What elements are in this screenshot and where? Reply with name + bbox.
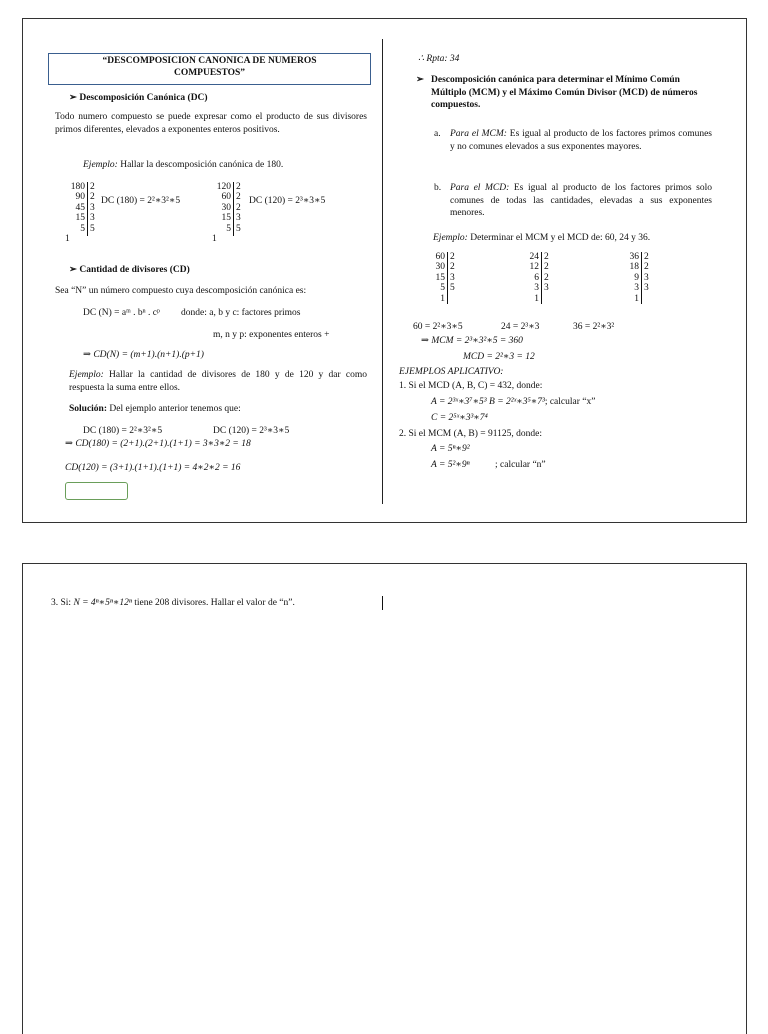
question-3-formula: N = 4ⁿ∗5ⁿ∗12ⁿ: [73, 598, 132, 608]
ladder-value: 12: [529, 262, 539, 273]
solution-text: Del ejemplo anterior tenemos que:: [107, 404, 241, 414]
ladder-60-divisors: [450, 252, 455, 294]
ladder-value: 15: [75, 213, 85, 224]
dc-n-where: donde: a, b y c: factores primos: [181, 308, 301, 318]
ladder-value: 60: [435, 252, 445, 262]
ladder-value: 3: [634, 283, 639, 294]
ladder-divisor: 3: [236, 213, 241, 224]
question-3-prefix: 3. Si:: [51, 598, 74, 608]
ladder-value: 5: [80, 223, 85, 234]
ladder-120-dividends: [209, 182, 231, 244]
ladder-divisor: 3: [644, 272, 649, 283]
cd-180-result: ⇒ CD(180) = (2+1).(2+1).(1+1) = 3∗3∗2 = 18: [65, 439, 251, 449]
cd-120-result: CD(120) = (3+1).(1+1).(1+1) = 4∗2∗2 = 16: [65, 463, 241, 473]
example-text: Hallar la cantidad de divisores de 180 y de 120 y dar como respuesta la suma entre ellos.: [69, 370, 367, 393]
example-text: Determinar el MCM y el MCD de: 60, 24 y 36.: [467, 233, 651, 243]
ladder-divisor: 2: [450, 262, 455, 273]
ladder-value: 15: [221, 213, 231, 224]
example-1: 1. Si el MCD (A, B, C) = 432, donde:: [399, 381, 543, 391]
example-2: 2. Si el MCM (A, B) = 91125, donde:: [399, 429, 543, 439]
ladder-value: 15: [435, 272, 445, 283]
example-2-b: A = 5²∗9ⁿ: [431, 460, 470, 470]
example-label: Ejemplo:: [69, 370, 104, 380]
example-1-c: C = 2⁵ˣ∗3³∗7⁴: [431, 413, 488, 423]
ladder-180-bar: [87, 182, 88, 236]
ladder-value: 30: [435, 262, 445, 273]
ladder-36-divisors: [644, 252, 649, 294]
ladder-value: 18: [629, 262, 639, 273]
ladder-value: 30: [221, 202, 231, 213]
mcm-item-text: Es igual al producto de los factores primos comunes y no comunes elevados a sus exponentes mayores.: [450, 129, 712, 152]
solution-dc-180: DC (180) = 2²∗3²∗5: [83, 426, 163, 436]
ladder-divisor: 2: [544, 262, 549, 273]
dc-36: 36 = 2²∗3²: [573, 322, 615, 332]
ladder-value: 9: [634, 272, 639, 283]
ladder-divisor: 3: [544, 283, 549, 294]
ladder-value: 1: [534, 293, 539, 304]
column-divider: [382, 39, 383, 504]
ladder-value: 3: [534, 283, 539, 294]
mcd-item-title: Para el MCD:: [450, 183, 510, 193]
mcd-item-label: b.: [434, 183, 442, 193]
ladder-value: 5: [440, 283, 445, 294]
ladder-value: 45: [75, 202, 85, 213]
ladder-value: 1: [65, 234, 70, 245]
example-1-question: ; calcular “x”: [544, 397, 596, 407]
exponents-note: m, n y p: exponentes enteros +: [213, 330, 330, 340]
column-divider: [382, 596, 383, 610]
ladder-value: 1: [440, 293, 445, 304]
answer-rpta: ∴ Rpta: 34: [418, 54, 460, 64]
document-page-2: [22, 563, 747, 1034]
dc-intro-paragraph: Todo numero compuesto se puede expresar como el producto de sus divisores primos diferentes, elevados a exponentes enteros positivos.: [55, 112, 367, 135]
cd-heading: ➢ Cantidad de divisores (CD): [69, 265, 190, 275]
examples-heading: EJEMPLOS APLICATIVO:: [399, 367, 504, 377]
ladder-divisor: 5: [236, 223, 241, 234]
ladder-120-bar: [233, 182, 234, 236]
mcm-result: ⇒ MCM = 2³∗3²∗5 = 360: [421, 336, 523, 346]
ladder-36-dividends: [619, 252, 639, 304]
ladder-divisor: 3: [90, 213, 95, 224]
ladder-divisor: 2: [236, 192, 241, 203]
dc-60: 60 = 2²∗3∗5: [413, 322, 463, 332]
mcm-item: [450, 128, 712, 153]
ladder-divisor: 2: [236, 202, 241, 213]
question-3: [51, 597, 295, 609]
solution-label: Solución:: [69, 404, 108, 414]
ladder-180-divisors: [90, 182, 95, 234]
ladder-divisor: 2: [236, 182, 241, 192]
ladder-60-dividends: [425, 252, 445, 304]
example-180: [83, 159, 283, 171]
ladder-value: 6: [534, 272, 539, 283]
dc-heading: ➢ Descomposición Canónica (DC): [69, 93, 208, 103]
ladder-value: 36: [629, 252, 639, 262]
ladder-value: 1: [634, 293, 639, 304]
mcd-item-text: Es igual al producto de los factores primos solo comunes de todas las cantidades, elevadas a sus exponentes menores.: [450, 183, 712, 218]
ladder-divisor: 2: [90, 192, 95, 203]
dc-24: 24 = 2³∗3: [501, 322, 540, 332]
ladder-value: 120: [216, 182, 231, 192]
solution-line: [69, 403, 241, 415]
mcd-result: MCD = 2²∗3 = 12: [463, 352, 535, 362]
dc-n-formula: DC (N) = aᵐ . bⁿ . cᵖ: [83, 308, 160, 318]
example-label: Ejemplo:: [433, 233, 468, 243]
ladder-divisor: 5: [450, 283, 455, 294]
mcm-mcd-heading: Descomposición canónica para determinar el Mínimo Común Múltiplo (MCM) y el Máximo Común Divisor (MCD) de números compuestos.: [431, 75, 698, 110]
ladder-24-bar: [541, 252, 542, 304]
section-title-line-2: COMPUESTOS”: [173, 68, 246, 78]
ladder-divisor: 2: [644, 252, 649, 262]
example-divisors: [69, 369, 367, 394]
ladder-divisor: 5: [90, 223, 95, 234]
ladder-divisor: 3: [90, 202, 95, 213]
example-1-formulas: [431, 396, 595, 408]
solution-dc-120: DC (120) = 2³∗3∗5: [213, 426, 290, 436]
ladder-value: 60: [221, 192, 231, 203]
cd-formula: ⇒ CD(N) = (m+1).(n+1).(p+1): [83, 350, 204, 360]
ladder-divisor: 2: [450, 252, 455, 262]
cd-intro: Sea “N” un número compuesto cuya descomposición canónica es:: [55, 286, 307, 296]
ladder-divisor: 2: [644, 262, 649, 273]
question-3-text: tiene 208 divisores. Hallar el valor de “n”.: [131, 598, 295, 608]
ladder-36-bar: [641, 252, 642, 304]
example-2-a: A = 5ⁿ∗9²: [431, 444, 470, 454]
ladder-value: 90: [75, 192, 85, 203]
ladder-value: 24: [529, 252, 539, 262]
mcd-item: [450, 182, 712, 220]
ladder-divisor: 3: [644, 283, 649, 294]
example-1-ab: A = 2³ˣ∗3⁷∗5³ B = 2²ˣ∗3⁵∗7³: [431, 397, 545, 407]
section-title-box: [48, 53, 371, 85]
ladder-60-bar: [447, 252, 448, 304]
ladder-divisor: 3: [450, 272, 455, 283]
ladder-value: 5: [226, 223, 231, 234]
answer-box: [65, 482, 128, 500]
ladder-divisor: 2: [544, 272, 549, 283]
section-title-line-1: “DESCOMPOSICION CANONICA DE NUMEROS: [102, 56, 317, 66]
dc-180-result: DC (180) = 2²∗3²∗5: [101, 196, 181, 206]
ladder-120-divisors: [236, 182, 241, 234]
example-label: Ejemplo:: [83, 160, 118, 170]
ladder-24-dividends: [519, 252, 539, 304]
ladder-180-dividends: [61, 182, 85, 244]
example-text: Hallar la descomposición canónica de 180.: [117, 160, 284, 170]
ladder-value: 1: [212, 234, 217, 245]
dc-120-result: DC (120) = 2³∗3∗5: [249, 196, 326, 206]
ladder-value: 180: [70, 182, 85, 192]
document-page-1: [22, 18, 747, 523]
ladder-divisor: 2: [90, 182, 95, 192]
mcm-item-title: Para el MCM:: [450, 129, 507, 139]
mcm-item-label: a.: [434, 129, 441, 139]
ladder-24-divisors: [544, 252, 549, 294]
ladder-divisor: 2: [544, 252, 549, 262]
mcm-example: [433, 232, 650, 244]
bullet-arrow-icon: ➢: [416, 75, 424, 85]
example-2-question: ; calcular “n”: [495, 460, 546, 470]
